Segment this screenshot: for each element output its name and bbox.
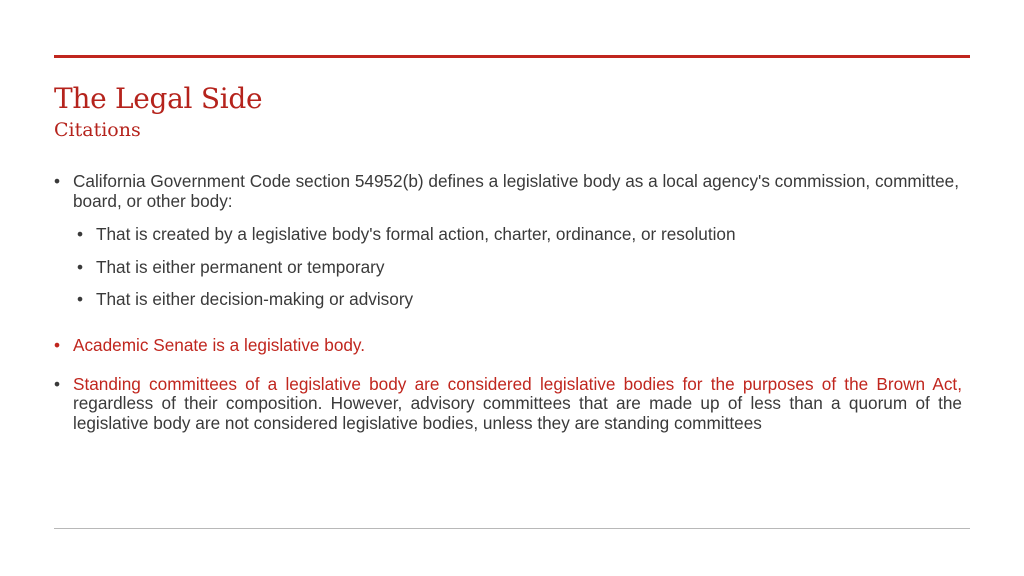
slide-body xyxy=(54,172,962,433)
bullet-standing-committees xyxy=(54,375,962,434)
page-title: The Legal Side xyxy=(54,82,263,115)
bullet-definition: • California Government Code section 54952(b) defines a legislative body as a local agency's commission, committee, board, or other body: xyxy=(54,172,962,211)
standing-committees-text: regardless of their composition. However, advisory committees that are made up of less than a quorum of the legislative body are not considered legislative bodies, unless they are standing committees xyxy=(73,393,962,433)
footer-rule xyxy=(54,528,970,529)
standing-committees-highlight: Standing committees of a legislative body are considered legislative bodies for the purposes of the Brown Act, xyxy=(73,373,962,394)
page-subtitle: Citations xyxy=(54,119,141,141)
header-rule xyxy=(54,55,970,58)
bullet-academic-senate: • Academic Senate is a legislative body. xyxy=(54,336,962,356)
sub-bullet-permanence: • That is either permanent or temporary xyxy=(77,258,962,278)
sub-bullet-advisory: • That is either decision-making or advisory xyxy=(77,290,962,310)
sub-bullet-created: • That is created by a legislative body's formal action, charter, ordinance, or resolution xyxy=(77,225,962,245)
